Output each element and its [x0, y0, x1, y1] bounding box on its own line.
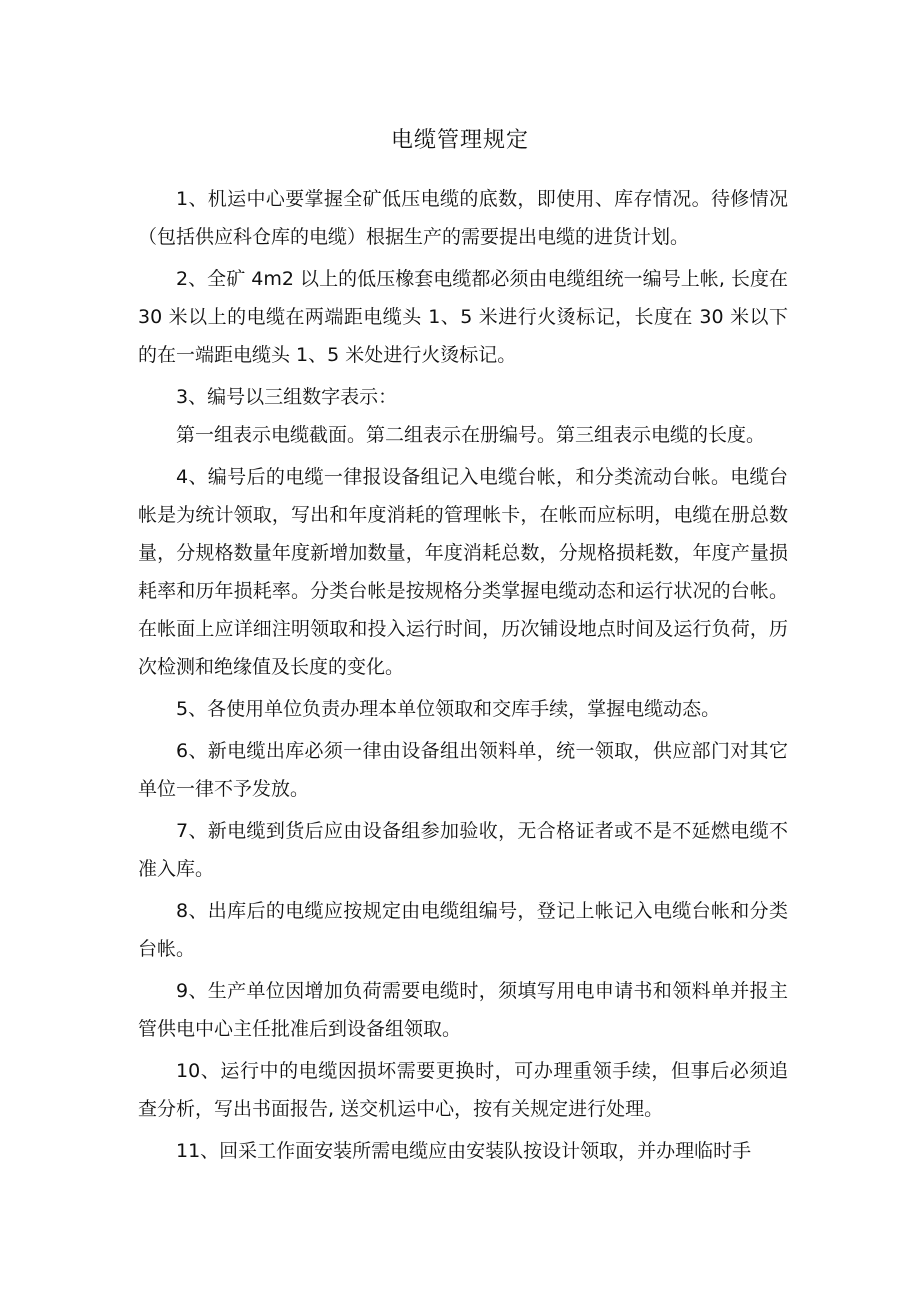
paragraph-5: 5、各使用单位负责办理本单位领取和交库手续，掌握电缆动态。	[176, 698, 721, 720]
paragraph-8: 8、出库后的电缆应按规定由电缆组编号，登记上帐记入电缆台帐和分类台帐。	[138, 900, 788, 960]
paragraph-1: 1、机运中心要掌握全矿低压电缆的底数，即使用、库存情况。待修情况（包括供应科仓库的电缆）根据生产的需要提出电缆的进货计划。	[138, 188, 788, 248]
document-body	[138, 180, 788, 1170]
paragraph-4: 4、编号后的电缆一律报设备组记入电缆台帐，和分类流动台帐。电缆台帐是为统计领取，写出和年度消耗的管理帐卡，在帐而应标明，电缆在册总数量，分规格数量年度新增加数量，年度消耗总数，分规格损耗数，年度产量损耗率和历年损耗率。分类台帐是按规格分类掌握电缆动态和运行状况的台帐。在帐面上应详细注明领取和投入运行时间，历次铺设地点时间及运行负荷，历次检测和绝缘值及长度的变化。	[138, 466, 788, 678]
paragraph-9: 9、生产单位因增加负荷需要电缆时，须填写用电申请书和领料单并报主管供电中心主任批准后到设备组领取。	[138, 980, 788, 1040]
paragraph-11: 11、回采工作面安装所需电缆应由安装队按设计领取，并办理临时手	[176, 1140, 752, 1162]
paragraph-2: 2、全矿 4m2 以上的低压橡套电缆都必须由电缆组统一编号上帐, 长度在 30 米以上的电缆在两端距电缆头 1、5 米进行火烫标记，长度在 30 米以下的在一端距电缆头 1、5 米处进行火烫标记。	[138, 268, 788, 366]
paragraph-7: 7、新电缆到货后应由设备组参加验收，无合格证者或不是不延燃电缆不准入库。	[138, 820, 788, 880]
paragraph-3-detail: 第一组表示电缆截面。第二组表示在册编号。第三组表示电缆的长度。	[176, 424, 766, 446]
page-title: 电缆管理规定	[390, 128, 529, 153]
paragraph-3: 3、编号以三组数字表示：	[176, 386, 398, 408]
paragraph-6: 6、新电缆出库必须一律由设备组出领料单，统一领取，供应部门对其它单位一律不予发放。	[138, 740, 788, 800]
paragraph-10: 10、运行中的电缆因损坏需要更换时，可办理重领手续，但事后必须追查分析，写出书面报告, 送交机运中心，按有关规定进行处理。	[138, 1060, 788, 1120]
